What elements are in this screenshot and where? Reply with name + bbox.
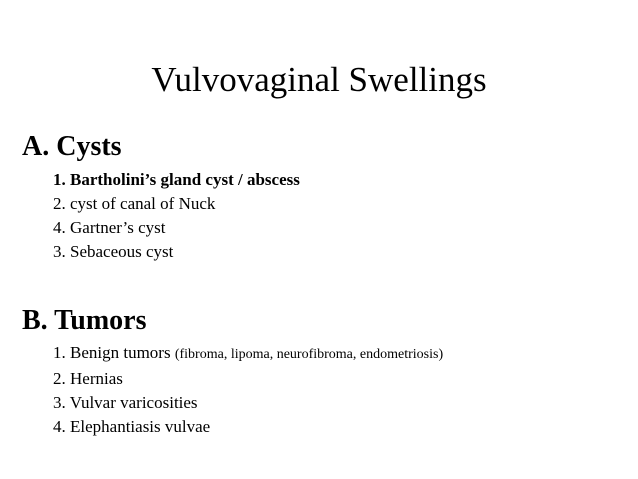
tumors-list [53,341,443,439]
section-heading-tumors: B. Tumors [22,305,147,336]
list-item [53,341,443,367]
list-item: 4. Elephantiasis vulvae [53,417,211,436]
list-item-label: 1. Benign tumors [53,343,171,362]
section-heading-cysts: A. Cysts [22,131,122,162]
slide-title: Vulvovaginal Swellings [151,60,487,99]
list-item: 2. Hernias [53,369,123,388]
list-item: 3. Vulvar varicosities [53,393,198,412]
list-item: 1. Bartholini’s gland cyst / abscess [53,170,300,189]
cysts-list [53,168,300,264]
list-item: 2. cyst of canal of Nuck [53,194,216,213]
list-item: 3. Sebaceous cyst [53,242,174,261]
list-item: 4. Gartner’s cyst [53,218,166,237]
list-item-note: (fibroma, lipoma, neurofibroma, endometriosis) [174,347,444,362]
